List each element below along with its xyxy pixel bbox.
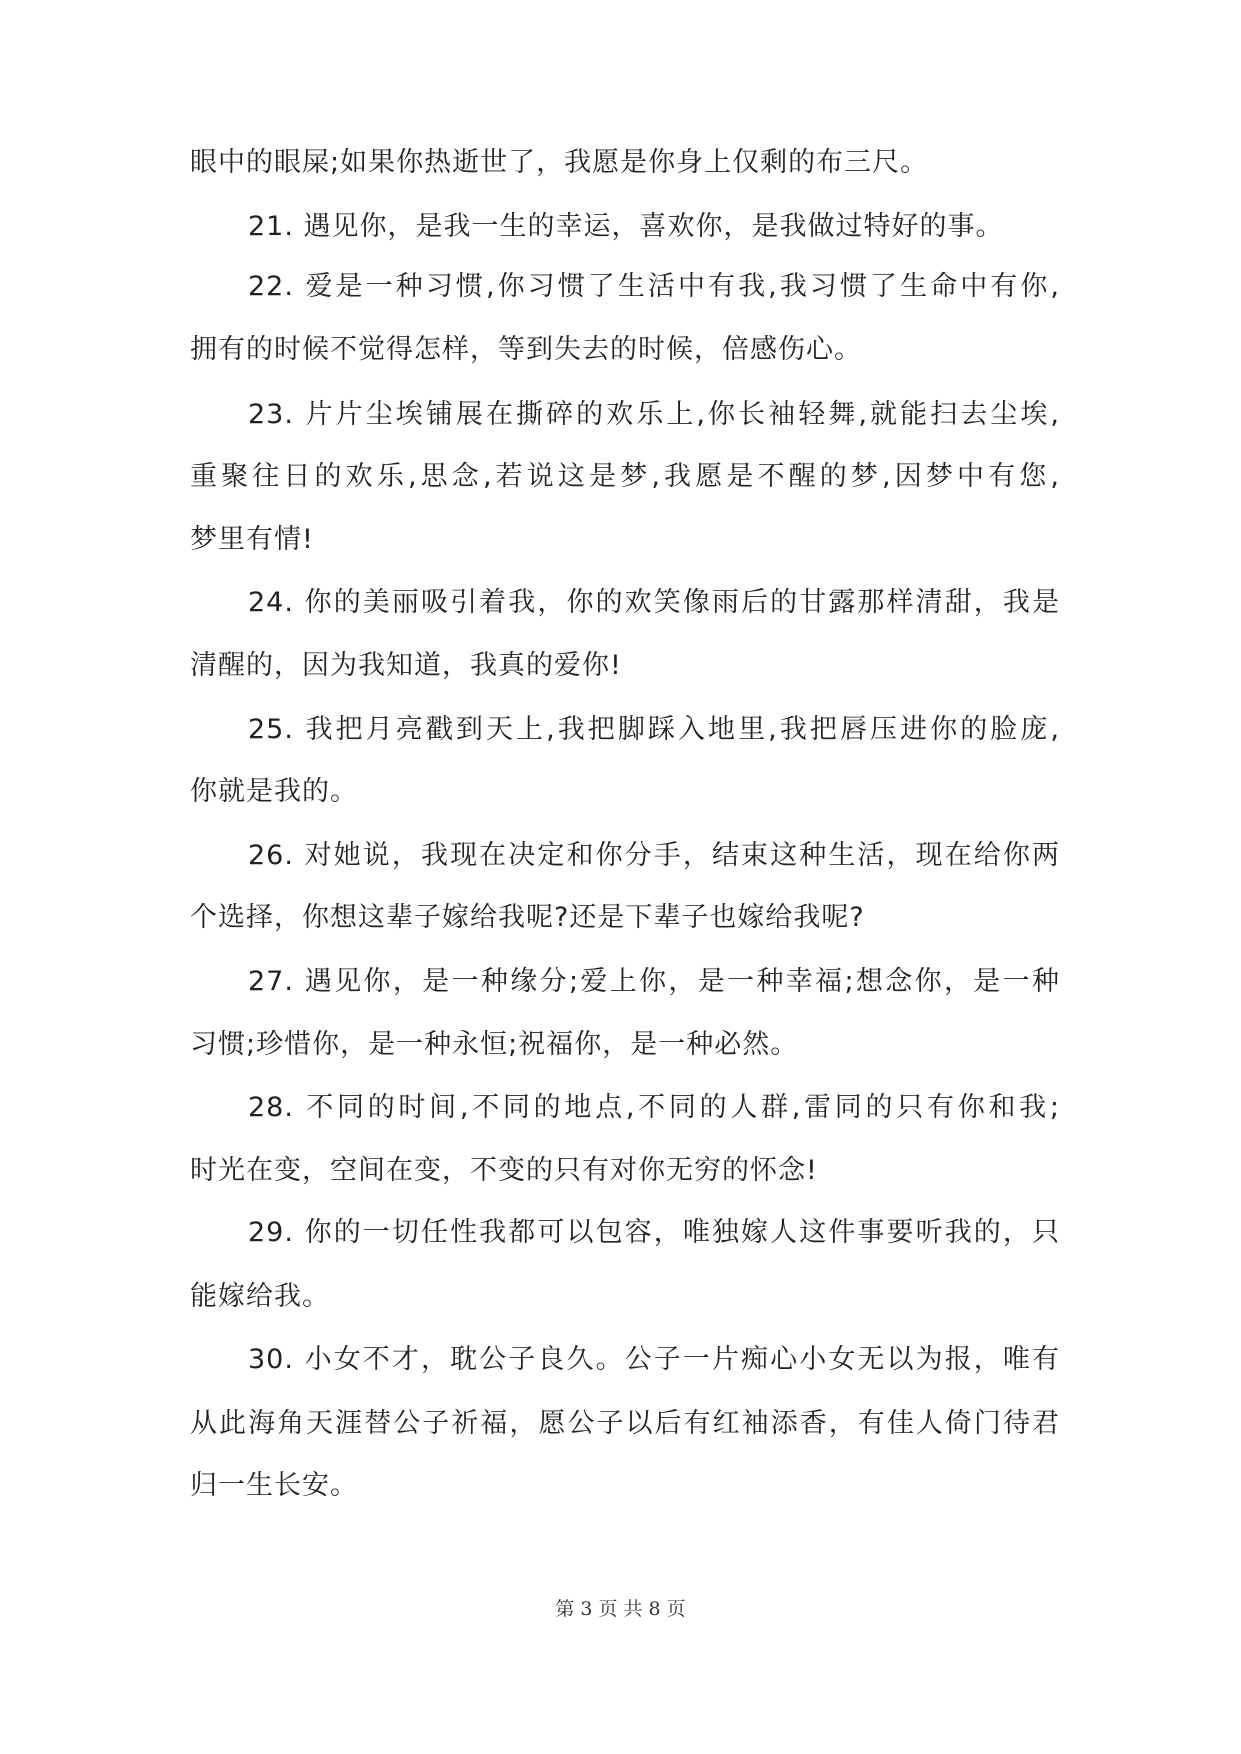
text-line: 梦里有情! — [190, 524, 314, 555]
page-number: 第 3 页 共 8 页 — [555, 1598, 686, 1620]
text-line: 习惯;珍惜你，是一种永恒;祝福你，是一种必然。 — [190, 1029, 799, 1060]
text-line: 归一生长安。 — [190, 1470, 358, 1501]
text-line: 26. 对她说，我现在决定和你分手，结束这种生活，现在给你两 — [248, 840, 1060, 871]
text-line: 时光在变，空间在变，不变的只有对你无穷的怀念! — [190, 1155, 818, 1186]
text-line: 25. 我把月亮戳到天上,我把脚踩入地里,我把唇压进你的脸庞, — [248, 714, 1060, 745]
text-line: 能嫁给我。 — [190, 1281, 330, 1312]
text-line: 21. 遇见你，是我一生的幸运，喜欢你，是我做过特好的事。 — [248, 211, 1004, 242]
text-line: 23. 片片尘埃铺展在撕碎的欢乐上,你长袖轻舞,就能扫去尘埃, — [248, 399, 1060, 430]
text-line: 28. 不同的时间,不同的地点,不同的人群,雷同的只有你和我; — [248, 1092, 1060, 1123]
text-line: 清醒的，因为我知道，我真的爱你! — [190, 650, 622, 681]
text-line: 22. 爱是一种习惯,你习惯了生活中有我,我习惯了生命中有你, — [248, 271, 1060, 302]
text-line: 29. 你的一切任性我都可以包容，唯独嫁人这件事要听我的，只 — [248, 1217, 1060, 1248]
text-line: 重聚往日的欢乐,思念,若说这是梦,我愿是不醒的梦,因梦中有您, — [190, 461, 1060, 492]
text-line: 拥有的时候不觉得怎样，等到失去的时候，倍感伤心。 — [190, 334, 862, 365]
text-line: 个选择，你想这辈子嫁给我呢?还是下辈子也嫁给我呢? — [190, 902, 865, 933]
text-line: 你就是我的。 — [190, 776, 358, 807]
text-line: 从此海角天涯替公子祈福，愿公子以后有红袖添香，有佳人倚门待君 — [190, 1408, 1060, 1439]
text-line: 30. 小女不才，耽公子良久。公子一片痴心小女无以为报，唯有 — [248, 1344, 1060, 1375]
text-line: 24. 你的美丽吸引着我，你的欢笑像雨后的甘露那样清甜，我是 — [248, 587, 1060, 618]
text-line: 眼中的眼屎;如果你热逝世了，我愿是你身上仅剩的布三尺。 — [190, 147, 929, 178]
text-line: 27. 遇见你，是一种缘分;爱上你，是一种幸福;想念你，是一种 — [248, 966, 1060, 997]
